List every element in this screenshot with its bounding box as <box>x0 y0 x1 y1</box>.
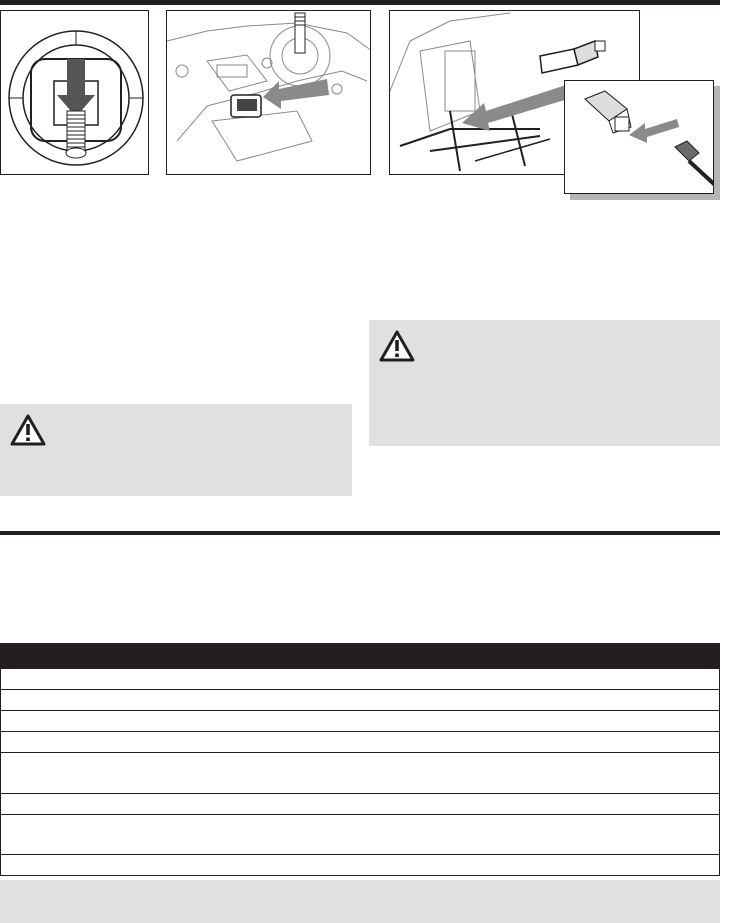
top-rule <box>0 0 720 5</box>
transmitter-switch-illustration <box>167 11 371 175</box>
table-row <box>0 753 720 794</box>
table-row <box>0 855 720 876</box>
section-rule <box>0 531 720 535</box>
table-header <box>0 643 720 669</box>
warning-panel-left <box>0 404 352 496</box>
warning-panel-right <box>369 320 720 446</box>
table-row <box>0 815 720 855</box>
figure-throttle-stick <box>0 10 149 175</box>
note-panel <box>0 880 720 923</box>
battery-connector-detail-illustration <box>565 81 714 194</box>
table-row <box>0 711 720 732</box>
table-row <box>0 794 720 815</box>
table-row <box>0 732 720 753</box>
warning-triangle-icon <box>10 414 46 446</box>
warning-triangle-icon <box>379 330 415 362</box>
figure-connector-detail <box>564 80 714 194</box>
figure-transmitter-switch <box>166 10 371 175</box>
table-row <box>0 690 720 711</box>
transmitter-stick-down-illustration <box>1 11 149 175</box>
table-row <box>0 669 720 690</box>
